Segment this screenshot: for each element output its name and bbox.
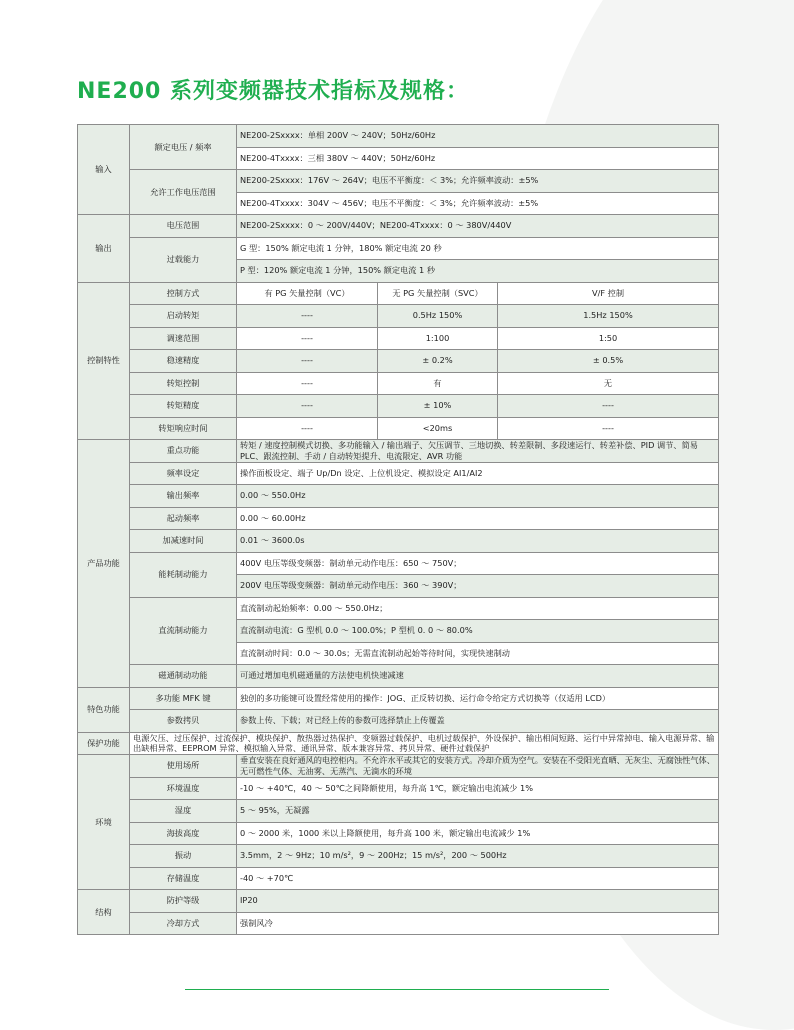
control-cell-vc: ---- bbox=[237, 305, 378, 328]
altitude-label: 海拔高度 bbox=[130, 822, 237, 845]
table-row bbox=[78, 732, 719, 755]
control-row-label: 控制方式 bbox=[130, 282, 237, 305]
control-cell-vf: ---- bbox=[498, 395, 719, 418]
control-cell-svc: 无 PG 矢量控制（SVC） bbox=[378, 282, 498, 305]
table-row bbox=[78, 170, 719, 193]
ambient-temp-label: 环境温度 bbox=[130, 777, 237, 800]
overload-value: P 型：120% 额定电流 1 分钟，150% 额定电流 1 秒 bbox=[237, 260, 719, 283]
table-row bbox=[78, 350, 719, 373]
control-cell-vf: 1.5Hz 150% bbox=[498, 305, 719, 328]
table-row bbox=[78, 462, 719, 485]
table-row bbox=[78, 395, 719, 418]
control-row-label: 调速范围 bbox=[130, 327, 237, 350]
vibration-value: 3.5mm，2 ～ 9Hz；10 m/s²，9 ～ 200Hz；15 m/s²，200 ～ 500Hz bbox=[237, 845, 719, 868]
key-function-label: 重点功能 bbox=[130, 440, 237, 463]
table-row bbox=[78, 215, 719, 238]
category-product: 产品功能 bbox=[78, 440, 130, 688]
table-row bbox=[78, 665, 719, 688]
param-copy-label: 参数拷贝 bbox=[130, 710, 237, 733]
category-control: 控制特性 bbox=[78, 282, 130, 440]
table-row bbox=[78, 890, 719, 913]
output-voltage-label: 电压范围 bbox=[130, 215, 237, 238]
dc-brake-label: 直流制动能力 bbox=[130, 597, 237, 665]
flux-brake-label: 磁通制动功能 bbox=[130, 665, 237, 688]
protection-class-value: IP20 bbox=[237, 890, 719, 913]
param-copy-value: 参数上传、下载；对已经上传的参数可选择禁止上传覆盖 bbox=[237, 710, 719, 733]
control-cell-svc: ± 0.2% bbox=[378, 350, 498, 373]
storage-temp-value: -40 ～ +70℃ bbox=[237, 867, 719, 890]
dc-brake-value: 直流制动电流：G 型机 0.0 ～ 100.0%；P 型机 0. 0 ～ 80.0% bbox=[237, 620, 719, 643]
control-cell-svc: 1:100 bbox=[378, 327, 498, 350]
humidity-value: 5 ～ 95%，无凝露 bbox=[237, 800, 719, 823]
control-cell-svc: <20ms bbox=[378, 417, 498, 440]
brake-capacity-label: 能耗制动能力 bbox=[130, 552, 237, 597]
table-row bbox=[78, 282, 719, 305]
overload-label: 过载能力 bbox=[130, 237, 237, 282]
output-freq-value: 0.00 ～ 550.0Hz bbox=[237, 485, 719, 508]
voltage-range-value: NE200-2Sxxxx：176V ～ 264V；电压不平衡度：＜ 3%；允许频率波动：±5% bbox=[237, 170, 719, 193]
category-structure: 结构 bbox=[78, 890, 130, 935]
altitude-value: 0 ～ 2000 米，1000 米以上降额使用，每升高 100 米，额定输出电流减少 1% bbox=[237, 822, 719, 845]
control-cell-vf: 无 bbox=[498, 372, 719, 395]
table-row bbox=[78, 822, 719, 845]
accel-time-label: 加减速时间 bbox=[130, 530, 237, 553]
table-row bbox=[78, 912, 719, 935]
vibration-label: 振动 bbox=[130, 845, 237, 868]
category-special: 特色功能 bbox=[78, 687, 130, 732]
dc-brake-value: 直流制动时间：0.0 ～ 30.0s；无需直流制动起始等待时间，实现快速制动 bbox=[237, 642, 719, 665]
output-freq-label: 输出频率 bbox=[130, 485, 237, 508]
control-cell-svc: 0.5Hz 150% bbox=[378, 305, 498, 328]
freq-setting-value: 操作面板设定、端子 Up/Dn 设定、上位机设定、模拟设定 AI1/AI2 bbox=[237, 462, 719, 485]
key-function-value: 转矩 / 速度控制模式切换、多功能输入 / 输出端子、欠压调节、三地切换、转差限制、多段速运行、转差补偿、PID 调节、简易 PLC、跟流控制、手动 / 自动转矩提升、电流限定、AVR 功能 bbox=[237, 440, 719, 463]
category-protection: 保护功能 bbox=[78, 732, 130, 755]
control-cell-svc: ± 10% bbox=[378, 395, 498, 418]
table-row bbox=[78, 372, 719, 395]
mfk-key-label: 多功能 MFK 键 bbox=[130, 687, 237, 710]
table-row bbox=[78, 597, 719, 620]
protection-class-label: 防护等级 bbox=[130, 890, 237, 913]
start-freq-label: 起动频率 bbox=[130, 507, 237, 530]
rated-voltage-value: NE200-2Sxxxx：单相 200V ～ 240V；50Hz/60Hz bbox=[237, 125, 719, 148]
brake-capacity-value: 400V 电压等级变频器：制动单元动作电压：650 ～ 750V； bbox=[237, 552, 719, 575]
control-cell-vc: ---- bbox=[237, 417, 378, 440]
table-row bbox=[78, 800, 719, 823]
protection-value: 电源欠压、过压保护、过流保护、模块保护、散热器过热保护、变频器过载保护、电机过载保护、外设保护、输出相间短路、运行中异常掉电、输入电源异常、输出缺相异常、EEPROM 异常、模拟输入异常、通讯异常、版本兼容异常、拷贝异常、硬件过载保护 bbox=[130, 732, 719, 755]
start-freq-value: 0.00 ～ 60.00Hz bbox=[237, 507, 719, 530]
output-voltage-value: NE200-2Sxxxx：0 ～ 200V/440V；NE200-4Txxxx：0 ～ 380V/440V bbox=[237, 215, 719, 238]
storage-temp-label: 存储温度 bbox=[130, 867, 237, 890]
footer-divider bbox=[185, 989, 609, 990]
table-row bbox=[78, 777, 719, 800]
table-row bbox=[78, 417, 719, 440]
voltage-range-label: 允许工作电压范围 bbox=[130, 170, 237, 215]
control-cell-vc: ---- bbox=[237, 350, 378, 373]
control-cell-vc: ---- bbox=[237, 327, 378, 350]
freq-setting-label: 频率设定 bbox=[130, 462, 237, 485]
humidity-label: 湿度 bbox=[130, 800, 237, 823]
overload-value: G 型：150% 额定电流 1 分钟，180% 额定电流 20 秒 bbox=[237, 237, 719, 260]
control-cell-vc: 有 PG 矢量控制（VC） bbox=[237, 282, 378, 305]
table-row bbox=[78, 552, 719, 575]
table-row bbox=[78, 687, 719, 710]
usage-place-value: 垂直安装在良好通风的电控柜内。不允许水平或其它的安装方式。冷却介质为空气。安装在不受阳光直晒、无灰尘、无腐蚀性气体、无可燃性气体、无油雾、无蒸汽、无滴水的环境 bbox=[237, 755, 719, 778]
table-row bbox=[78, 305, 719, 328]
control-cell-vf: ---- bbox=[498, 417, 719, 440]
control-row-label: 转矩控制 bbox=[130, 372, 237, 395]
table-row bbox=[78, 125, 719, 148]
spec-table bbox=[77, 124, 719, 935]
voltage-range-value: NE200-4Txxxx：304V ～ 456V；电压不平衡度：＜ 3%；允许频率波动：±5% bbox=[237, 192, 719, 215]
accel-time-value: 0.01 ～ 3600.0s bbox=[237, 530, 719, 553]
usage-place-label: 使用场所 bbox=[130, 755, 237, 778]
flux-brake-value: 可通过增加电机磁通量的方法使电机快速减速 bbox=[237, 665, 719, 688]
table-row bbox=[78, 507, 719, 530]
rated-voltage-value: NE200-4Txxxx：三相 380V ～ 440V；50Hz/60Hz bbox=[237, 147, 719, 170]
rated-voltage-label: 额定电压 / 频率 bbox=[130, 125, 237, 170]
control-cell-svc: 有 bbox=[378, 372, 498, 395]
table-row bbox=[78, 327, 719, 350]
control-row-label: 稳速精度 bbox=[130, 350, 237, 373]
table-row bbox=[78, 845, 719, 868]
table-row bbox=[78, 237, 719, 260]
dc-brake-value: 直流制动起始频率：0.00 ～ 550.0Hz； bbox=[237, 597, 719, 620]
control-cell-vc: ---- bbox=[237, 395, 378, 418]
table-row bbox=[78, 710, 719, 733]
ambient-temp-value: -10 ～ +40℃，40 ～ 50℃之间降额使用，每升高 1℃，额定输出电流减少 1% bbox=[237, 777, 719, 800]
table-row bbox=[78, 755, 719, 778]
control-row-label: 转矩响应时间 bbox=[130, 417, 237, 440]
control-cell-vf: ± 0.5% bbox=[498, 350, 719, 373]
page-title: NE200 系列变频器技术指标及规格： bbox=[77, 79, 470, 104]
category-input: 输入 bbox=[78, 125, 130, 215]
table-row bbox=[78, 867, 719, 890]
category-output: 输出 bbox=[78, 215, 130, 283]
brake-capacity-value: 200V 电压等级变频器：制动单元动作电压：360 ～ 390V； bbox=[237, 575, 719, 598]
cooling-method-value: 强制风冷 bbox=[237, 912, 719, 935]
control-cell-vf: 1:50 bbox=[498, 327, 719, 350]
control-cell-vc: ---- bbox=[237, 372, 378, 395]
control-row-label: 启动转矩 bbox=[130, 305, 237, 328]
table-row bbox=[78, 485, 719, 508]
control-row-label: 转矩精度 bbox=[130, 395, 237, 418]
cooling-method-label: 冷却方式 bbox=[130, 912, 237, 935]
control-cell-vf: V/F 控制 bbox=[498, 282, 719, 305]
mfk-key-value: 独创的多功能键可设置经常使用的操作：JOG、正反转切换、运行命令给定方式切换等（仅适用 LCD） bbox=[237, 687, 719, 710]
category-environment: 环境 bbox=[78, 755, 130, 890]
table-row bbox=[78, 440, 719, 463]
table-row bbox=[78, 530, 719, 553]
